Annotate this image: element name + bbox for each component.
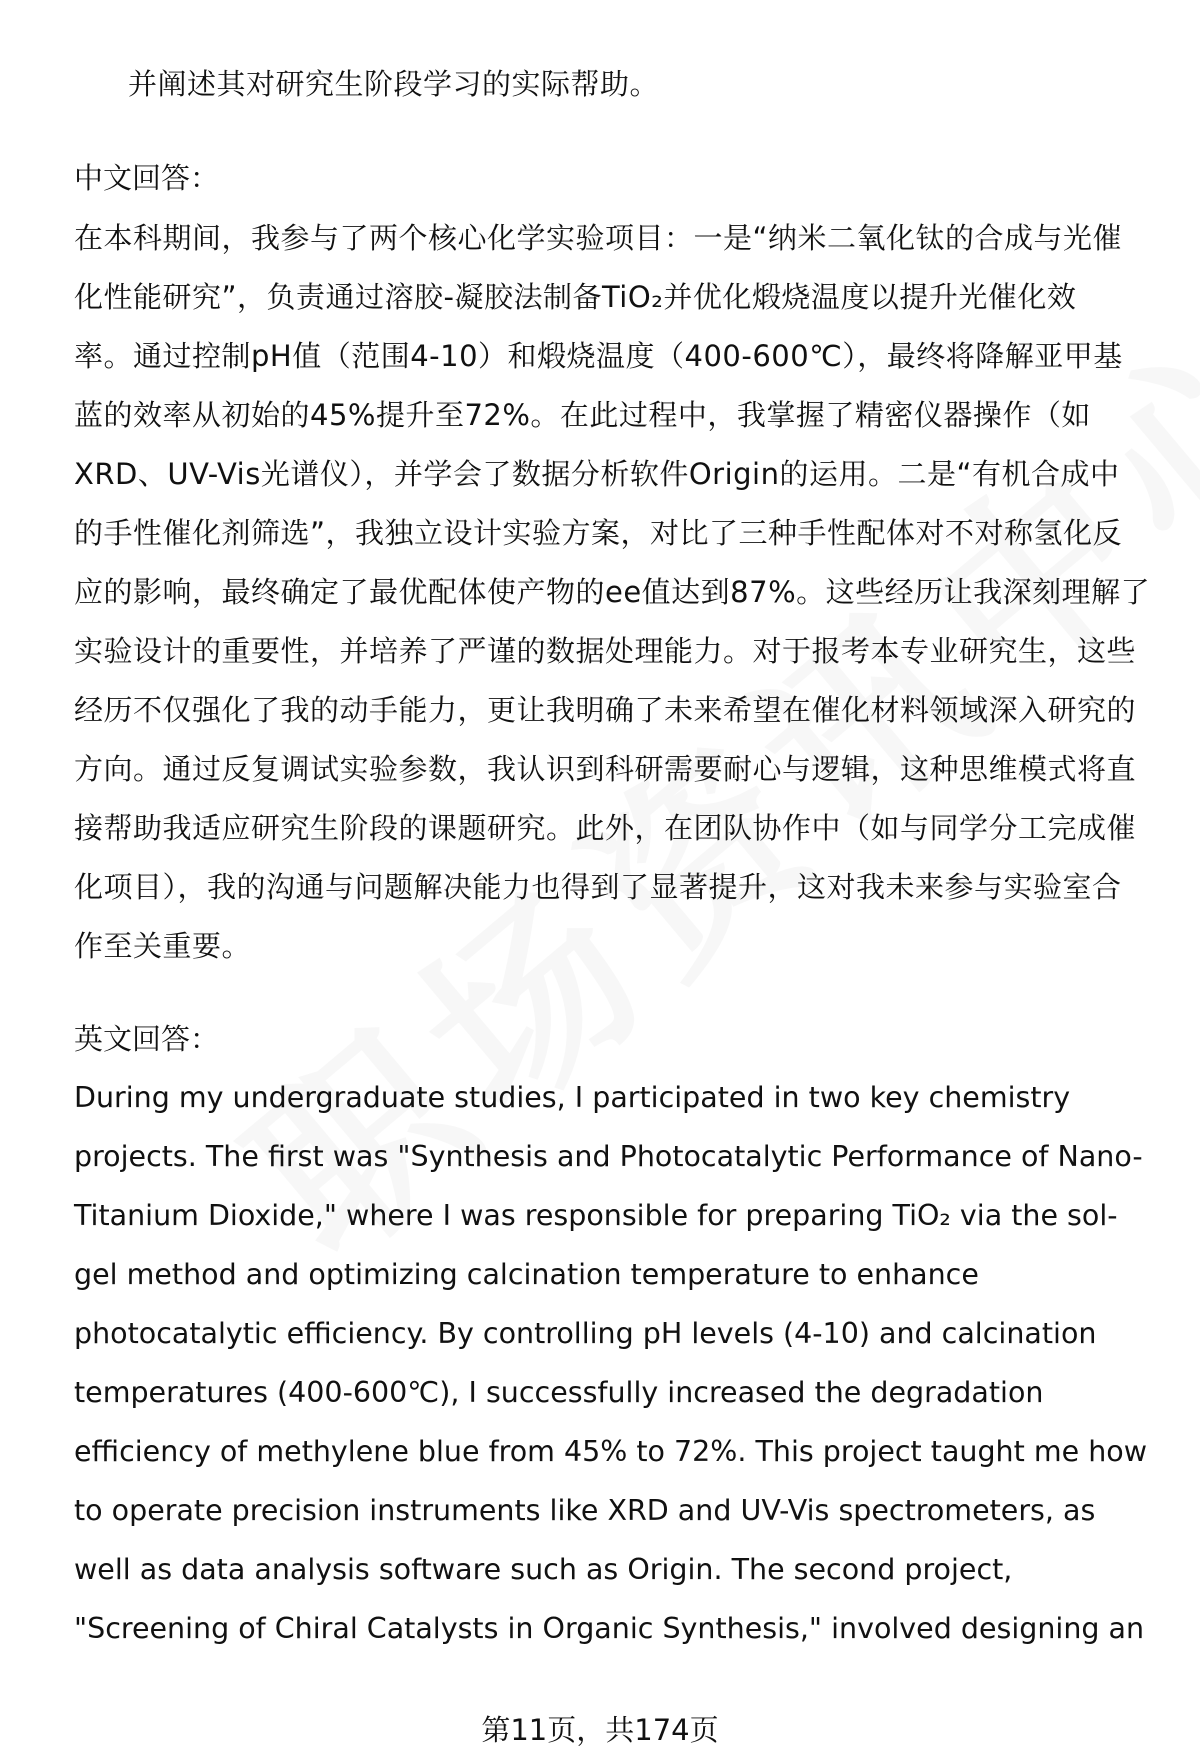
paragraph-line: 化项目），我的沟通与问题解决能力也得到了显著提升，这对我未来参与实验室合 (74, 870, 1122, 904)
paragraph-line: 在本科期间，我参与了两个核心化学实验项目：一是“纳米二氧化钛的合成与光催 (74, 221, 1123, 255)
paragraph-line: to operate precision instruments like XRD and UV-Vis spectrometers, as (74, 1494, 1096, 1527)
paragraph-line: photocatalytic efficiency. By controlling pH levels (4-10) and calcination (74, 1317, 1097, 1350)
paragraph-line: gel method and optimizing calcination temperature to enhance (74, 1258, 979, 1291)
paragraph-line: temperatures (400-600℃), I successfully increased the degradation (74, 1376, 1044, 1409)
paragraph-line: efficiency of methylene blue from 45% to 72%. This project taught me how (74, 1435, 1148, 1468)
paragraph-line: "Screening of Chiral Catalysts in Organic Synthesis," involved designing an (74, 1612, 1145, 1645)
page-number: 第11页，共174页 (481, 1713, 719, 1747)
paragraph-line: 率。通过控制pH值（范围4-10）和煅烧温度（400-600℃），最终将降解亚甲基 (74, 339, 1123, 373)
paragraph-line: XRD、UV-Vis光谱仪），并学会了数据分析软件Origin的运用。二是“有机合成中 (74, 457, 1120, 491)
paragraph-line: 经历不仅强化了我的动手能力，更让我明确了未来希望在催化材料领域深入研究的 (74, 693, 1137, 727)
paragraph-line: 作至关重要。 (74, 929, 252, 963)
paragraph-line: 的手性催化剂筛选”，我独立设计实验方案，对比了三种手性配体对不对称氢化反 (74, 516, 1123, 550)
paragraph-line: 接帮助我适应研究生阶段的课题研究。此外，在团队协作中（如与同学分工完成催 (74, 811, 1137, 845)
intro-line: 并阐述其对研究生阶段学习的实际帮助。 (128, 67, 660, 101)
paragraph-line: 实验设计的重要性，并培养了严谨的数据处理能力。对于报考本专业研究生，这些 (74, 634, 1137, 668)
paragraph-line: 化性能研究”，负责通过溶胶-凝胶法制备TiO₂并优化煅烧温度以提升光催化效 (74, 280, 1077, 314)
paragraph-line: projects. The first was "Synthesis and Photocatalytic Performance of Nano- (74, 1140, 1143, 1173)
paragraph-line: 方向。通过反复调试实验参数，我认识到科研需要耐心与逻辑，这种思维模式将直 (74, 752, 1137, 786)
paragraph-line: 应的影响，最终确定了最优配体使产物的ee值达到87%。这些经历让我深刻理解了 (74, 575, 1151, 609)
paragraph-line: well as data analysis software such as Origin. The second project, (74, 1553, 1013, 1586)
paragraph-line: 蓝的效率从初始的45%提升至72%。在此过程中，我掌握了精密仪器操作（如 (74, 398, 1091, 432)
chinese-answer-heading: 中文回答： (74, 161, 220, 195)
english-answer-heading: 英文回答： (74, 1022, 220, 1056)
paragraph-line: Titanium Dioxide," where I was responsible for preparing TiO₂ via the sol- (74, 1199, 1118, 1232)
paragraph-line: During my undergraduate studies, I participated in two key chemistry (74, 1081, 1071, 1114)
